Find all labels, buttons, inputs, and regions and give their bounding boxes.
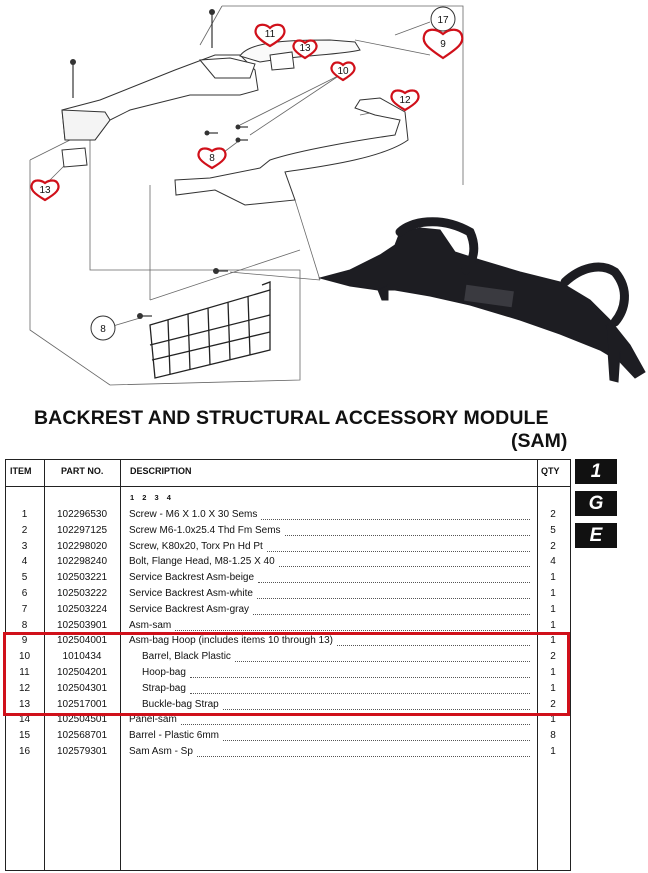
part-description: Buckle-bag Strap [142,698,219,710]
table-row [0,571,570,586]
quantity: 2 [550,509,556,520]
part-description: Service Backrest Asm-white [129,588,253,599]
header-qty: QTY [541,466,560,476]
quantity: 2 [550,651,556,663]
part-number: 102504201 [56,667,108,678]
header-item: ITEM [10,466,32,476]
quantity: 1 [550,635,556,647]
table-row [0,508,570,523]
callout-label: 11 [264,29,276,40]
part-number: 102503224 [56,603,108,615]
dot-leader [197,756,530,757]
model-columns: 1 2 3 4 [130,493,174,502]
item-number: 4 [21,556,28,568]
part-number: 102504301 [56,682,108,694]
dot-leader [285,535,530,536]
part-description: Screw, K80x20, Torx Pn Hd Pt [129,540,263,552]
table-row [0,603,570,618]
dot-leader [181,724,530,725]
dot-leader [258,582,530,583]
item-number: 10 [18,651,31,663]
part-description: Screw - M6 X 1.0 X 30 Sems [129,509,258,520]
part-description: Screw M6-1.0x25.4 Thd Fm Sems [129,524,281,536]
dot-leader [267,551,530,552]
header-part-no: PART NO. [61,466,104,476]
table-row [0,540,570,555]
callout-label: 8 [100,324,106,335]
part-description: Hoop-bag [142,667,186,678]
tab-1[interactable]: 1 [575,459,617,484]
item-number: 3 [21,540,28,552]
callout-label: 9 [440,39,446,50]
quantity: 4 [550,556,556,568]
part-number: 102568701 [56,730,108,742]
part-description: Strap-bag [142,682,186,694]
callout-label: 17 [437,15,449,26]
item-number: 12 [18,682,31,694]
header-description: DESCRIPTION [130,466,192,476]
item-number: 6 [21,588,28,599]
quantity: 2 [550,540,556,552]
quantity: 8 [550,730,556,742]
quantity: 1 [550,714,556,726]
callout-label: 12 [399,95,411,106]
quantity: 1 [550,603,556,615]
tab-e[interactable]: E [575,523,617,548]
part-number: 1010434 [62,651,102,663]
page-title-abbreviation: (SAM) [511,430,568,452]
part-description: Asm-bag Hoop (includes items 10 through 13) [129,635,333,647]
part-number: 102503222 [56,588,108,599]
dot-leader [261,519,530,520]
quantity: 1 [550,667,556,678]
quantity: 5 [550,524,556,536]
item-number: 5 [21,572,28,584]
item-number: 15 [18,730,31,742]
table-row [0,745,570,760]
part-number: 102503901 [56,619,108,631]
part-description: Asm-sam [129,619,172,631]
item-number: 13 [18,698,31,710]
part-description: Bolt, Flange Head, M8-1.25 X 40 [129,556,275,568]
part-number: 102579301 [56,746,108,757]
quantity: 1 [550,588,556,599]
part-number: 102297125 [56,524,108,536]
header-divider [5,486,570,487]
item-number: 8 [21,619,28,631]
part-number: 102298240 [56,556,108,568]
part-number: 102517001 [56,698,108,710]
part-number: 102504001 [56,635,108,647]
dot-leader [279,566,530,567]
table-row [0,587,570,602]
tab-g[interactable]: G [575,491,617,516]
highlight-box [3,632,570,716]
page-title: BACKREST AND STRUCTURAL ACCESSORY MODULE [34,407,549,429]
callout-label: 8 [209,153,215,164]
dot-leader [223,740,530,741]
item-number: 2 [21,524,28,536]
item-number: 16 [18,746,31,757]
part-description: Service Backrest Asm-gray [129,603,250,615]
quantity: 1 [550,746,556,757]
table-row [0,729,570,744]
part-description: Sam Asm - Sp [129,746,193,757]
part-description: Barrel, Black Plastic [142,651,231,663]
callout-label: 13 [39,185,51,196]
callout-label: 13 [299,43,311,54]
dot-leader [257,598,530,599]
table-row [0,555,570,570]
part-number: 102503221 [56,572,108,584]
dot-leader [253,614,530,615]
callout-label: 10 [337,66,349,77]
item-number: 7 [21,603,28,615]
item-number: 1 [21,509,28,520]
item-number: 14 [18,714,31,726]
item-number: 11 [19,667,30,678]
quantity: 2 [550,698,556,710]
table-row [0,524,570,539]
part-number: 102504501 [56,714,108,726]
quantity: 1 [550,682,556,694]
quantity: 1 [550,619,556,631]
dot-leader [175,630,530,631]
part-number: 102296530 [56,509,108,520]
part-description: Barrel - Plastic 6mm [129,730,220,742]
part-number: 102298020 [56,540,108,552]
quantity: 1 [550,572,556,584]
item-number: 9 [21,635,28,647]
part-description: Panel-sam [129,714,177,726]
exploded-parts-diagram [0,0,648,395]
part-description: Service Backrest Asm-beige [129,572,255,584]
